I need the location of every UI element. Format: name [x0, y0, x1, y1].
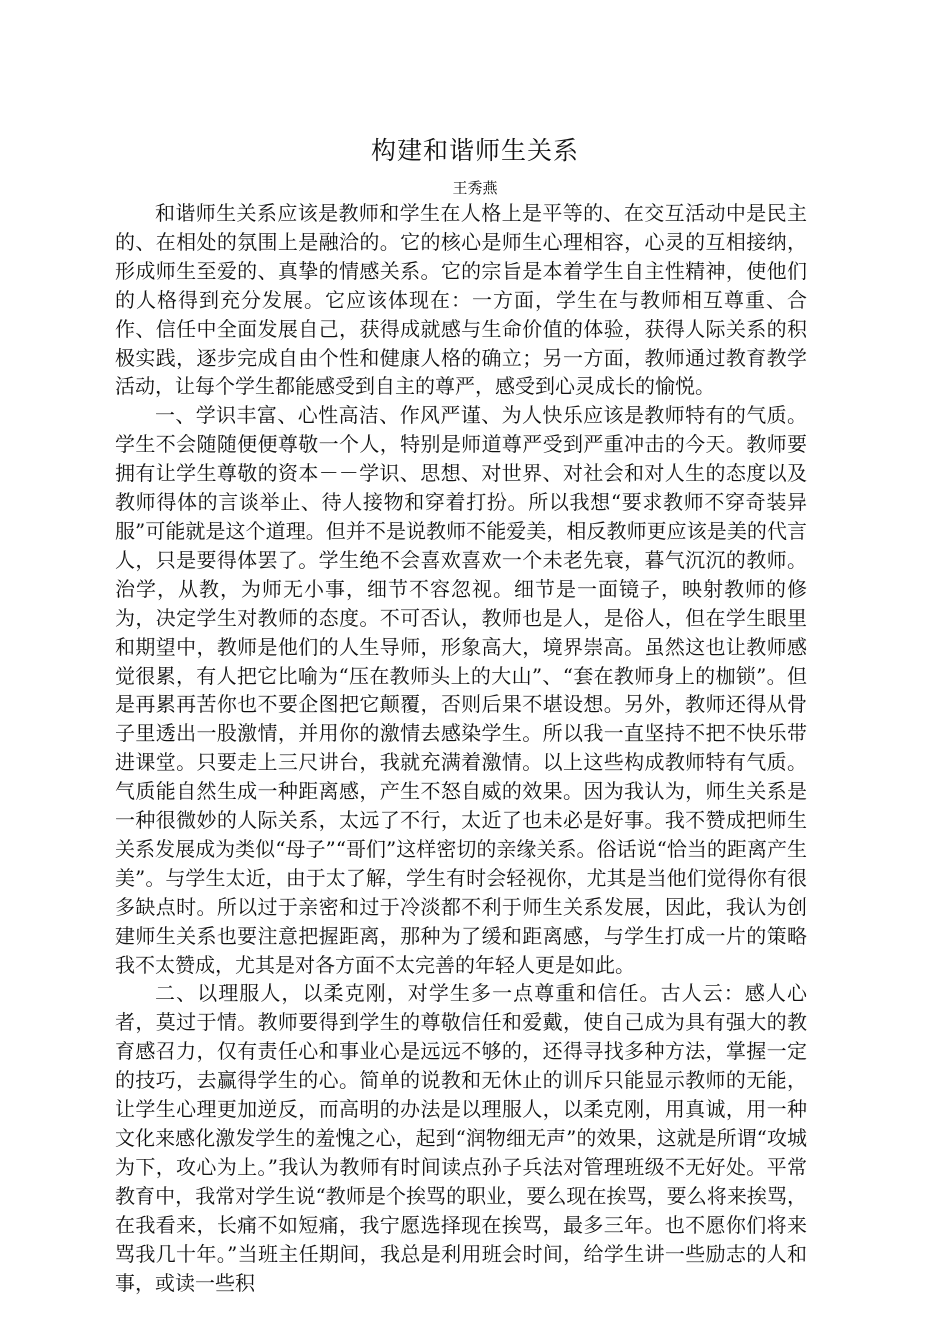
- document-author: 王秀燕: [452, 179, 498, 197]
- paragraph-section-one: 一、学识丰富、心性高洁、作风严谨、为人快乐应该是教师特有的气质。学生不会随随便便尊敬一个人，特别是师道尊严受到严重冲击的今天。教师要拥有让学生尊敬的资本－－学识、思想、对世界、对社会和对人生的态度以及教师得体的言谈举止、待人接物和穿着打扮。所以我想“要求教师不穿奇装异服”可能就是这个道理。但并不是说教师不能爱美，相反教师更应该是美的代言人，只是要得体罢了。学生绝不会喜欢喜欢一个未老先衰，暮气沉沉的教师。治学，从教，为师无小事，细节不容忽视。细节是一面镜子，映射教师的修为，决定学生对教师的态度。不可否认，教师也是人，是俗人，但在学生眼里和期望中，教师是他们的人生导师，形象高大，境界崇高。虽然这也让教师感觉很累，有人把它比喻为“压在教师头上的大山”、“套在教师身上的枷锁”。但是再累再苦你也不要企图把它颠覆，否则后果不堪设想。另外，教师还得从骨子里透出一股激情，并用你的激情去感染学生。所以我一直坚持不把不快乐带进课堂。只要走上三尺讲台，我就充满着激情。以上这些构成教师特有气质。气质能自然生成一种距离感，产生不怒自威的效果。因为我认为，师生关系是一种很微妙的人际关系，太远了不行，太近了也未必是好事。我不赞成把师生关系发展成为类似“母子”“哥们”这样密切的亲缘关系。俗话说“恰当的距离产生美”。与学生太近，由于太了解，学生有时会轻视你，尤其是当他们觉得你有很多缺点时。所以过于亲密和过于冷淡都不利于师生关系发展，因此，我认为创建师生关系也要注意把握距离，那种为了缓和距离感，与学生打成一片的策略我不太赞成，尤其是对各方面不太完善的年轻人更是如此。: [115, 403, 807, 977]
- document-title: 构建和谐师生关系: [370, 136, 579, 165]
- paragraph-section-two: 二、以理服人，以柔克刚，对学生多一点尊重和信任。古人云：感人心者，莫过于情。教师要得到学生的尊敬信任和爱戴，使自己成为具有强大的教育感召力，仅有责任心和事业心是远远不够的，还得寻找多种方法，掌握一定的技巧，去赢得学生的心。简单的说教和无休止的训斥只能显示教师的无能，让学生心理更加逆反，而高明的办法是以理服人，以柔克刚，用真诚，用一种文化来感化激发学生的羞愧之心，起到“润物细无声”的效果，这就是所谓“攻城为下，攻心为上。”我认为教师有时间读点孙子兵法对管理班级不无好处。平常教育中，我常对学生说“教师是个挨骂的职业，要么现在挨骂，要么将来挨骂，在我看来，长痛不如短痛，我宁愿选择现在挨骂，最多三年。也不愿你们将来骂我几十年。”当班主任期间，我总是利用班会时间，给学生讲一些励志的人和事，或读一些积: [115, 981, 807, 1295]
- paragraph-intro: 和谐师生关系应该是教师和学生在人格上是平等的、在交互活动中是民主的、在相处的氛围上是融洽的。它的核心是师生心理相容，心灵的互相接纳，形成师生至爱的、真挚的情感关系。它的宗旨是本着学生自主性精神，使他们的人格得到充分发展。它应该体现在：一方面，学生在与教师相互尊重、合作、信任中全面发展自己，获得成就感与生命价值的体验，获得人际关系的积极实践，逐步完成自由个性和健康人格的确立；另一方面，教师通过教育教学活动，让每个学生都能感受到自主的尊严，感受到心灵成长的愉悦。: [115, 201, 807, 399]
- document-body: [115, 199, 807, 1297]
